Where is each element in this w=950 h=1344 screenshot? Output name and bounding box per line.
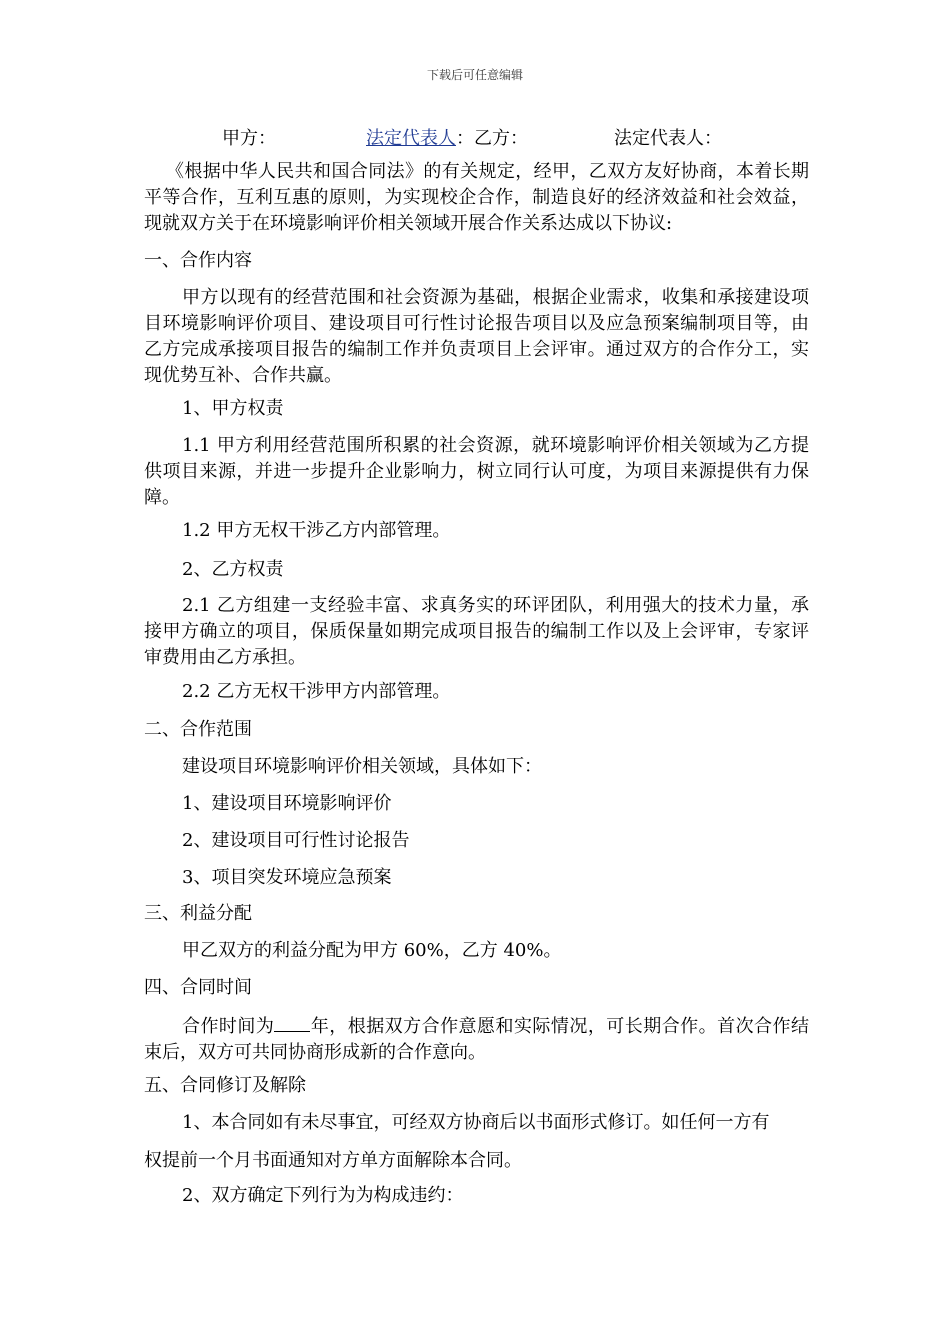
party-b-label: ：乙方： xyxy=(456,128,528,149)
intro-paragraph: 《根据中华人民共和国合同法》的有关规定，经甲，乙双方友好协商，本着长期平等合作，互利互惠的原则，为实现校企合作，制造良好的经济效益和社会效益，现就双方关于在环境影响评价相关领域开展合作关系达成以下协议: xyxy=(144,161,809,234)
clause-2-1: 2.1 乙方组建一支经验丰富、求真务实的环评团队，利用强大的技术力量，承接甲方确立的项目，保质保量如期完成项目报告的编制工作以及上会评审，专家评审费用由乙方承担。 xyxy=(144,595,809,668)
clause-2-2: 2.2 乙方无权干涉甲方内部管理。 xyxy=(182,681,451,702)
section-5-clause-1-line-1: 1、本合同如有未尽事宜，可经双方协商后以书面形式修订。如任何一方有 xyxy=(182,1112,770,1133)
legal-rep-label-b: 法定代表人： xyxy=(614,128,722,149)
section-4-title: 四、合同时间 xyxy=(144,977,252,998)
section-5-clause-2: 2、双方确定下列行为为构成违约： xyxy=(182,1185,464,1206)
scope-item-2: 2、建设项目可行性讨论报告 xyxy=(182,830,410,851)
legal-rep-link[interactable]: 法定代表人 xyxy=(366,128,456,149)
section-4-body xyxy=(144,1013,809,1066)
subsection-2-title: 2、乙方权责 xyxy=(182,559,284,580)
duration-text-a: 合作时间为 xyxy=(182,1016,275,1037)
scope-item-1: 1、建设项目环境影响评价 xyxy=(182,793,392,814)
scope-item-3: 3、项目突发环境应急预案 xyxy=(182,867,392,888)
section-1-title: 一、合作内容 xyxy=(144,250,252,271)
section-2-body: 建设项目环境影响评价相关领域，具体如下： xyxy=(182,756,542,777)
duration-blank[interactable] xyxy=(274,1013,310,1032)
section-5-title: 五、合同修订及解除 xyxy=(144,1075,306,1096)
section-1-body: 甲方以现有的经营范围和社会资源为基础，根据企业需求，收集和承接建设项目环境影响评价项目、建设项目可行性讨论报告项目以及应急预案编制项目等，由乙方完成承接项目报告的编制工作并负责项目上会评审。通过双方的合作分工，实现优势互补、合作共赢。 xyxy=(144,287,809,386)
section-5-clause-1-line-2: 权提前一个月书面通知对方单方面解除本合同。 xyxy=(144,1150,522,1171)
party-a-label: 甲方： xyxy=(222,128,276,149)
clause-1-1: 1.1 甲方利用经营范围所积累的社会资源，就环境影响评价相关领域为乙方提供项目来源，并进一步提升企业影响力，树立同行认可度，为项目来源提供有力保障。 xyxy=(144,435,809,508)
subsection-1-title: 1、甲方权责 xyxy=(182,398,284,419)
page-header: 下载后可任意编辑 xyxy=(426,68,523,82)
section-3-body: 甲乙双方的利益分配为甲方 60%，乙方 40%。 xyxy=(182,940,562,961)
clause-1-2: 1.2 甲方无权干涉乙方内部管理。 xyxy=(182,520,451,541)
duration-text-b: 年，根据双方合作意愿和实际情况，可长期合作。首次合作结束后，双方可共同协商形成新的合作意向。 xyxy=(144,1016,809,1063)
section-2-title: 二、合作范围 xyxy=(144,719,252,740)
section-3-title: 三、利益分配 xyxy=(144,903,252,924)
